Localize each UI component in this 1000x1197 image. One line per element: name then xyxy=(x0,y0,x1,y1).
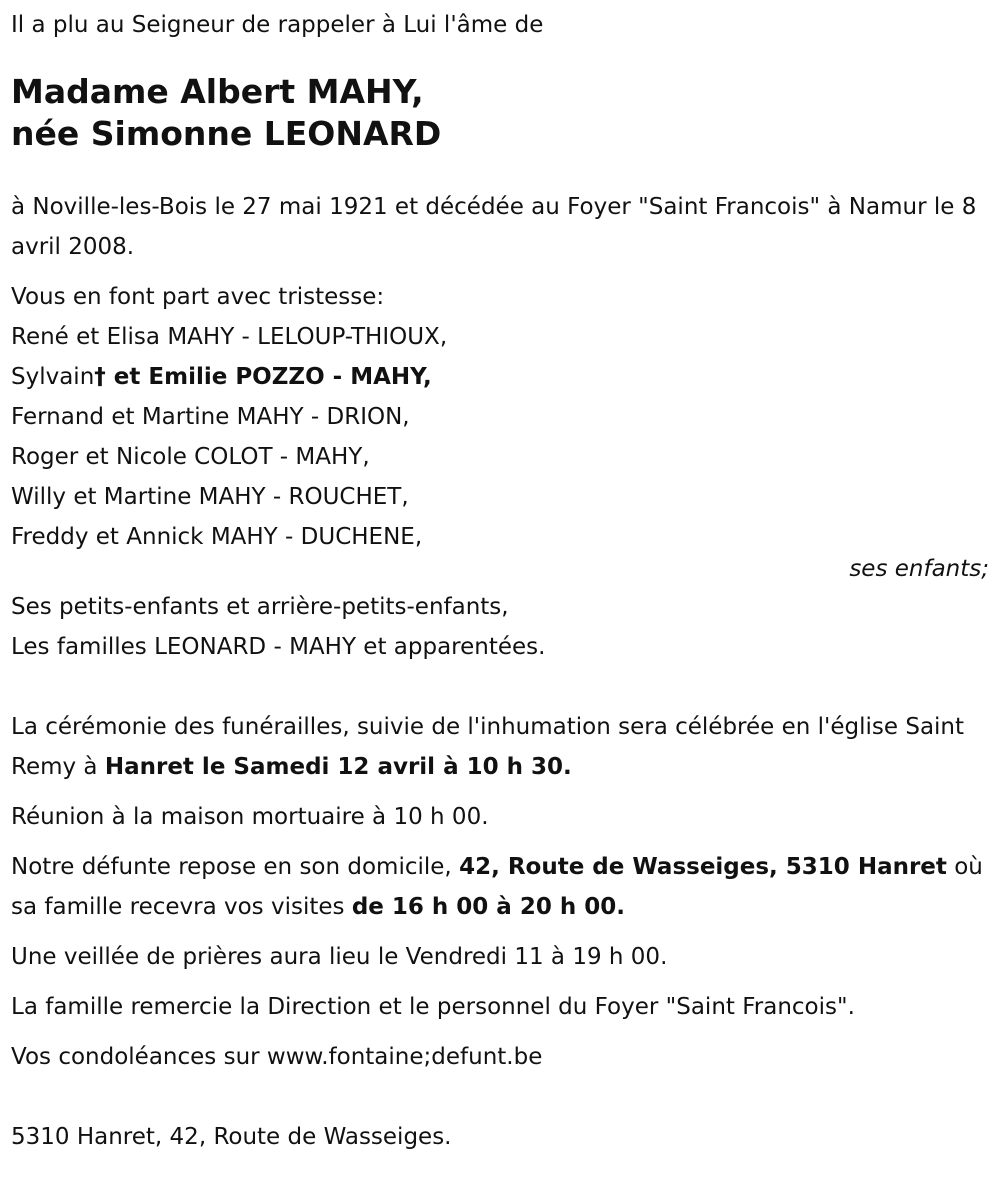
home-address: 42, Route de Wasseiges, 5310 Hanret xyxy=(459,854,947,880)
list-item xyxy=(11,357,991,397)
vigil-text: Une veillée de prières aura lieu le Vendredi 11 à 19 h 00. xyxy=(11,944,668,970)
deceased-name xyxy=(11,71,991,155)
condolences-text: Vos condoléances sur www.fontaine;defunt.be xyxy=(11,1044,543,1070)
family-list xyxy=(11,587,991,667)
thanks-text: La famille remercie la Direction et le personnel du Foyer "Saint Francois". xyxy=(11,994,855,1020)
cross-icon: † et Emilie POZZO - MAHY, xyxy=(94,364,432,390)
footer-address: 5310 Hanret, 42, Route de Wasseiges. xyxy=(11,1124,452,1150)
deceased-name-line-2: née Simonne LEONARD xyxy=(11,114,442,153)
list-item: Willy et Martine MAHY - ROUCHET, xyxy=(11,484,409,510)
obituary-notice xyxy=(11,5,991,1157)
list-item: Roger et Nicole COLOT - MAHY, xyxy=(11,444,370,470)
list-item: René et Elisa MAHY - LELOUP-THIOUX, xyxy=(11,324,448,350)
children-label: ses enfants; xyxy=(849,556,989,582)
list-item: Freddy et Annick MAHY - DUCHENE, xyxy=(11,524,423,550)
announcers-intro: Vous en font part avec tristesse: xyxy=(11,284,385,310)
visiting-hours: de 16 h 00 à 20 h 00. xyxy=(351,894,625,920)
deceased-name-line-1: Madame Albert MAHY, xyxy=(11,72,424,111)
children-list xyxy=(11,317,991,557)
ceremony-date: Hanret le Samedi 12 avril à 10 h 30. xyxy=(104,754,572,780)
birth-death-text: à Noville-les-Bois le 27 mai 1921 et décédée au Foyer "Saint Francois" à Namur le 8 avril 2008. xyxy=(11,194,977,260)
intro-text: Il a plu au Seigneur de rappeler à Lui l'âme de xyxy=(11,12,544,38)
list-item: Ses petits-enfants et arrière-petits-enfants, xyxy=(11,594,509,620)
list-item-name: Sylvain xyxy=(11,364,95,390)
reunion-text: Réunion à la maison mortuaire à 10 h 00. xyxy=(11,804,489,830)
list-item: Les familles LEONARD - MAHY et apparentées. xyxy=(11,634,546,660)
repose-text: Notre défunte repose en son domicile, 42, Route de Wasseiges, 5310 Hanret où sa famille recevra vos visites de 16 h 00 à 20 h 00. xyxy=(11,854,983,920)
ceremony-text: La cérémonie des funérailles, suivie de l'inhumation sera célébrée en l'église Saint Remy à Hanret le Samedi 12 avril à 10 h 30. xyxy=(11,714,965,780)
list-item: Fernand et Martine MAHY - DRION, xyxy=(11,404,410,430)
